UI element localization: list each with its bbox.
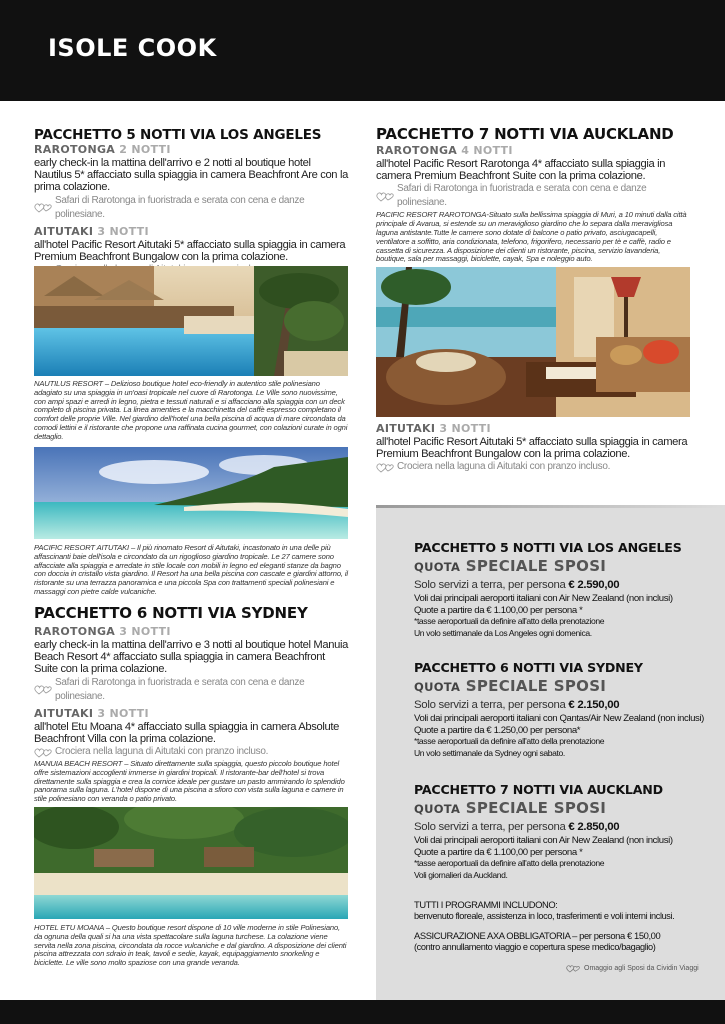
hearts-icon [34, 684, 52, 695]
schedule-note: Voli giornalieri da Auckland. [414, 869, 508, 880]
destination-name: RAROTONGA [34, 625, 116, 638]
price-label: Solo servizi a terra, per persona [414, 579, 566, 591]
destination-nights: 2 NOTTI [119, 143, 171, 156]
destination-name: RAROTONGA [376, 144, 458, 157]
quote-line: Quote a partire da € 1.100,00 per persona * [414, 604, 583, 616]
photo-caption: HOTEL ETU MOANA – Questo boutique resort dispone di 10 ville moderne in stile Polinesiano, da ognuna della quali si ha una vista spettacolare sulla laguna turchese. La colazione viene servita nella zona piscina, circondata da rocce vulcaniche e dal giardino. A disposizione dei clienti piscina attrezzata con sdraio in teak, tavoli e sedie, kayak, equipaggiamento snorkeling e biciclette. Le ville sono molto spaziose con una grande veranda. [34, 923, 347, 968]
hearts-icon [34, 747, 52, 758]
includes-text: benvenuto floreale, assistenza in loco, trasferimenti e voli interni inclusi. [414, 910, 675, 921]
includes-block [414, 899, 714, 953]
price-value: € 2.150,00 [568, 699, 620, 711]
package-title: PACCHETTO 7 NOTTI VIA AUCKLAND [376, 125, 674, 143]
excursion-text: Safari di Rarotonga in fuoristrada e serata con cena e danze polinesiane. [397, 183, 647, 209]
quota-label: QUOTA [414, 560, 461, 574]
gift-note [566, 964, 716, 973]
offer-notes [414, 713, 714, 759]
hotel-description: all'hotel Pacific Resort Rarotonga 4* affacciato sulla spiaggia in camera Premium Beachfront Suite con la prima colazione. [376, 158, 666, 183]
offer-title: PACCHETTO 6 NOTTI VIA SYDNEY [414, 660, 643, 675]
offer-heading [414, 676, 714, 697]
excursion-text: Crociera nella laguna di Aitutaki con pranzo incluso. [55, 746, 269, 758]
destination-nights: 4 NOTTI [461, 144, 513, 157]
offer-notes [414, 593, 714, 639]
footer-bar [0, 1000, 725, 1024]
tax-note: *tasse aeroportuali da definire all'atto della prenotazione [414, 616, 605, 626]
package-6-nights-sydney [34, 604, 349, 759]
hearts-icon [34, 202, 52, 213]
destination-name: RAROTONGA [34, 143, 116, 156]
destination-heading [34, 225, 349, 239]
excursion-text: Crociera nella laguna di Aitutaki con pranzo incluso. [397, 461, 611, 473]
package-title: PACCHETTO 6 NOTTI VIA SYDNEY [34, 604, 308, 622]
quota-label: QUOTA [414, 680, 461, 694]
destination-name: AITUTAKI [376, 422, 436, 435]
destination-nights: 3 NOTTI [97, 706, 149, 720]
pacific-resort-aitutaki-photo [34, 447, 348, 539]
insurance-title: ASSICURAZIONE AXA OBBLIGATORIA – per persona € 150,00 [414, 930, 661, 941]
excursion-line [34, 745, 349, 759]
page-title: ISOLE COOK [48, 34, 217, 62]
package-title: PACCHETTO 5 NOTTI VIA LOS ANGELES [34, 127, 322, 143]
hearts-icon [566, 964, 580, 973]
excursion-text: Safari di Rarotonga in fuoristrada e serata con cena e danze polinesiane. [55, 194, 305, 220]
offer-heading [414, 556, 714, 577]
schedule-note: Un volo settimanale da Los Angeles ogni domenica. [414, 627, 592, 638]
destination-nights: 3 NOTTI [439, 422, 491, 435]
manuia-beach-photo [34, 807, 348, 919]
offer-heading [414, 798, 714, 819]
offer-price-line [414, 819, 714, 835]
offer-price-line [414, 697, 714, 713]
hotel-description: all'hotel Etu Moana 4* affacciato sulla spiaggia in camera Absolute Beachfront Villa con la prima colazione. [34, 720, 339, 745]
package-7-nights-auckland [376, 125, 691, 264]
excursion-line [376, 182, 691, 210]
tax-note: *tasse aeroportuali da definire all'atto della prenotazione [414, 858, 605, 868]
quota-label: QUOTA [414, 802, 461, 816]
hotel-description: early check-in la mattina dell'arrivo e 2 notti al boutique hotel Nautilus 5* affacciato sulla spiaggia in camera Beachfront Are con la prima colazione. [34, 157, 348, 194]
hearts-icon [376, 191, 394, 202]
photo-caption: NAUTILUS RESORT – Delizioso boutique hotel eco-friendly in autentico stile polinesiano adagiato su una spiaggia in un'oasi tropicale nel cuore di Rarotonga. Le Ville sono nuovissime, con ampi spazi e arredi in legno, pietra e tessuti naturali e si affacciano alla spiaggia con un deck completo di piscina privata. La linea amenties e la macchinetta del caffè espresso completano il comfort delle proprie Ville. Nel giardino dell'hotel una bella piscina di acqua di mare circondata da comodi lettini e il ristorante che propone una raffinata cucina gourmet, con colazioni curate in ogni dettaglio. [34, 379, 348, 441]
offer-notes [414, 835, 714, 881]
flight-line: Voli dai principali aeroporti italiani con Qantas/Air New Zealand (non inclusi) [414, 713, 704, 724]
photo-caption: MANUIA BEACH RESORT – Situato direttamente sulla spiaggia, questo piccolo boutique hotel offre sistemazioni accoglienti immerse in giardini tropicali. Il ristorante-bar dell'hotel si trova direttamente sulla spiaggia e crea la cornice ideale per gustare un pasto ammirando lo splendido panorama sulla laguna. L'hotel dispone di una piscina a sfioro con vista sulla laguna e camere in stile polinesiano con veranda o patio privato. [34, 759, 345, 804]
special-label: SPECIALE SPOSI [465, 557, 607, 575]
offer-title: PACCHETTO 5 NOTTI VIA LOS ANGELES [414, 540, 682, 555]
destination-heading [34, 625, 349, 639]
destination-nights: 3 NOTTI [119, 625, 171, 638]
package-5-nights-la [34, 127, 349, 277]
excursion-line [34, 194, 349, 222]
hearts-icon [376, 462, 394, 473]
schedule-note: Un volo settimanale da Sydney ogni sabato. [414, 747, 565, 758]
nautilus-resort-photo [34, 266, 348, 376]
price-label: Solo servizi a terra, per persona [414, 821, 566, 833]
insurance-text: (contro annullamento viaggio e copertura spese medico/bagaglio) [414, 941, 656, 952]
hotel-description: all'hotel Pacific Resort Aitutaki 5* affacciato sulla spiaggia in camera Premium Beachfront Bungalow con la prima colazione. [376, 436, 688, 461]
destination-heading [34, 707, 349, 721]
offer-auckland [414, 782, 714, 881]
special-label: SPECIALE SPOSI [465, 677, 607, 695]
destination-name: AITUTAKI [34, 224, 94, 238]
quote-line: Quote a partire da € 1.250,00 per persona* [414, 724, 581, 736]
special-label: SPECIALE SPOSI [465, 799, 607, 817]
excursion-line [376, 460, 691, 474]
gift-text: Omaggio agli Sposi da Cividin Viaggi [584, 965, 699, 972]
quote-line: Quote a partire da € 1.100,00 per persona * [414, 846, 583, 858]
destination-name: AITUTAKI [34, 706, 94, 720]
offer-title: PACCHETTO 7 NOTTI VIA AUCKLAND [414, 782, 663, 797]
flight-line: Voli dai principali aeroporti italiani con Air New Zealand (non inclusi) [414, 835, 673, 846]
aitutaki-section [376, 422, 691, 474]
photo-caption: PACIFIC RESORT RAROTONGA-Situato sulla bellissima spiaggia di Muri, a 10 minuti dalla città principale di Avarua, si estende su un meraviglioso giardino che lo separa dalla meravigliosa laguna antistante.Tutte le camere sono dotate di balcone o patio privato, asciugacapelli, ventilatore a soffitto, aria condizionata, telefono, frigorifero, necessario per tè e caffè, radio e cassetta di sicurezza. A disposizione dei clienti un ristorante, piscina, servizio lavanderia, boutique, sala per massaggi, biciclette, cayak, Spa e noleggio auto. [376, 210, 687, 264]
pacific-resort-rarotonga-photo [376, 267, 690, 417]
photo-caption: PACIFIC RESORT AITUTAKI – Il più rinomato Resort di Aitutaki, incastonato in una delle più affascinanti baie dell'isola e circondato da un rigoglioso giardino tropicale. Le 27 camere sono affacciate alla spiaggia e arredate in stile locale con mobili in legno ed eleganti stanze da bagno con doccia in cristallo vista giardino. Il Resort ha una bella piscina con cascate e giardini attorno, il ristorante su una terrazza panoramica e una piccola Spa con trattamenti speciali polinesiani e massaggi con pietre calde vulcaniche. [34, 543, 348, 596]
offer-price-line [414, 577, 714, 593]
destination-heading [34, 143, 349, 157]
includes-title: TUTTI I PROGRAMMI INCLUDONO: [414, 899, 558, 910]
price-label: Solo servizi a terra, per persona [414, 699, 566, 711]
flight-line: Voli dai principali aeroporti italiani con Air New Zealand (non inclusi) [414, 593, 673, 604]
hotel-description: all'hotel Pacific Resort Aitutaki 5* affacciato sulla spiaggia in camera Premium Beachfront Bungalow con la prima colazione. [34, 238, 346, 263]
destination-heading [376, 144, 691, 158]
price-value: € 2.590,00 [568, 579, 620, 591]
offer-sydney [414, 660, 714, 759]
destination-nights: 3 NOTTI [97, 224, 149, 238]
price-value: € 2.850,00 [568, 821, 620, 833]
offer-la [414, 540, 714, 639]
tax-note: *tasse aeroportuali da definire all'atto della prenotazione [414, 736, 605, 746]
excursion-text: Safari di Rarotonga in fuoristrada e serata con cena e danze polinesiane. [55, 676, 305, 702]
hotel-description: early check-in la mattina dell'arrivo e 3 notti al boutique hotel Manuia Beach Resort 4* affacciato sulla spiaggia in camera Beachfront Suite con la prima colazione. [34, 639, 348, 676]
destination-heading [376, 422, 691, 436]
excursion-line [34, 676, 349, 704]
